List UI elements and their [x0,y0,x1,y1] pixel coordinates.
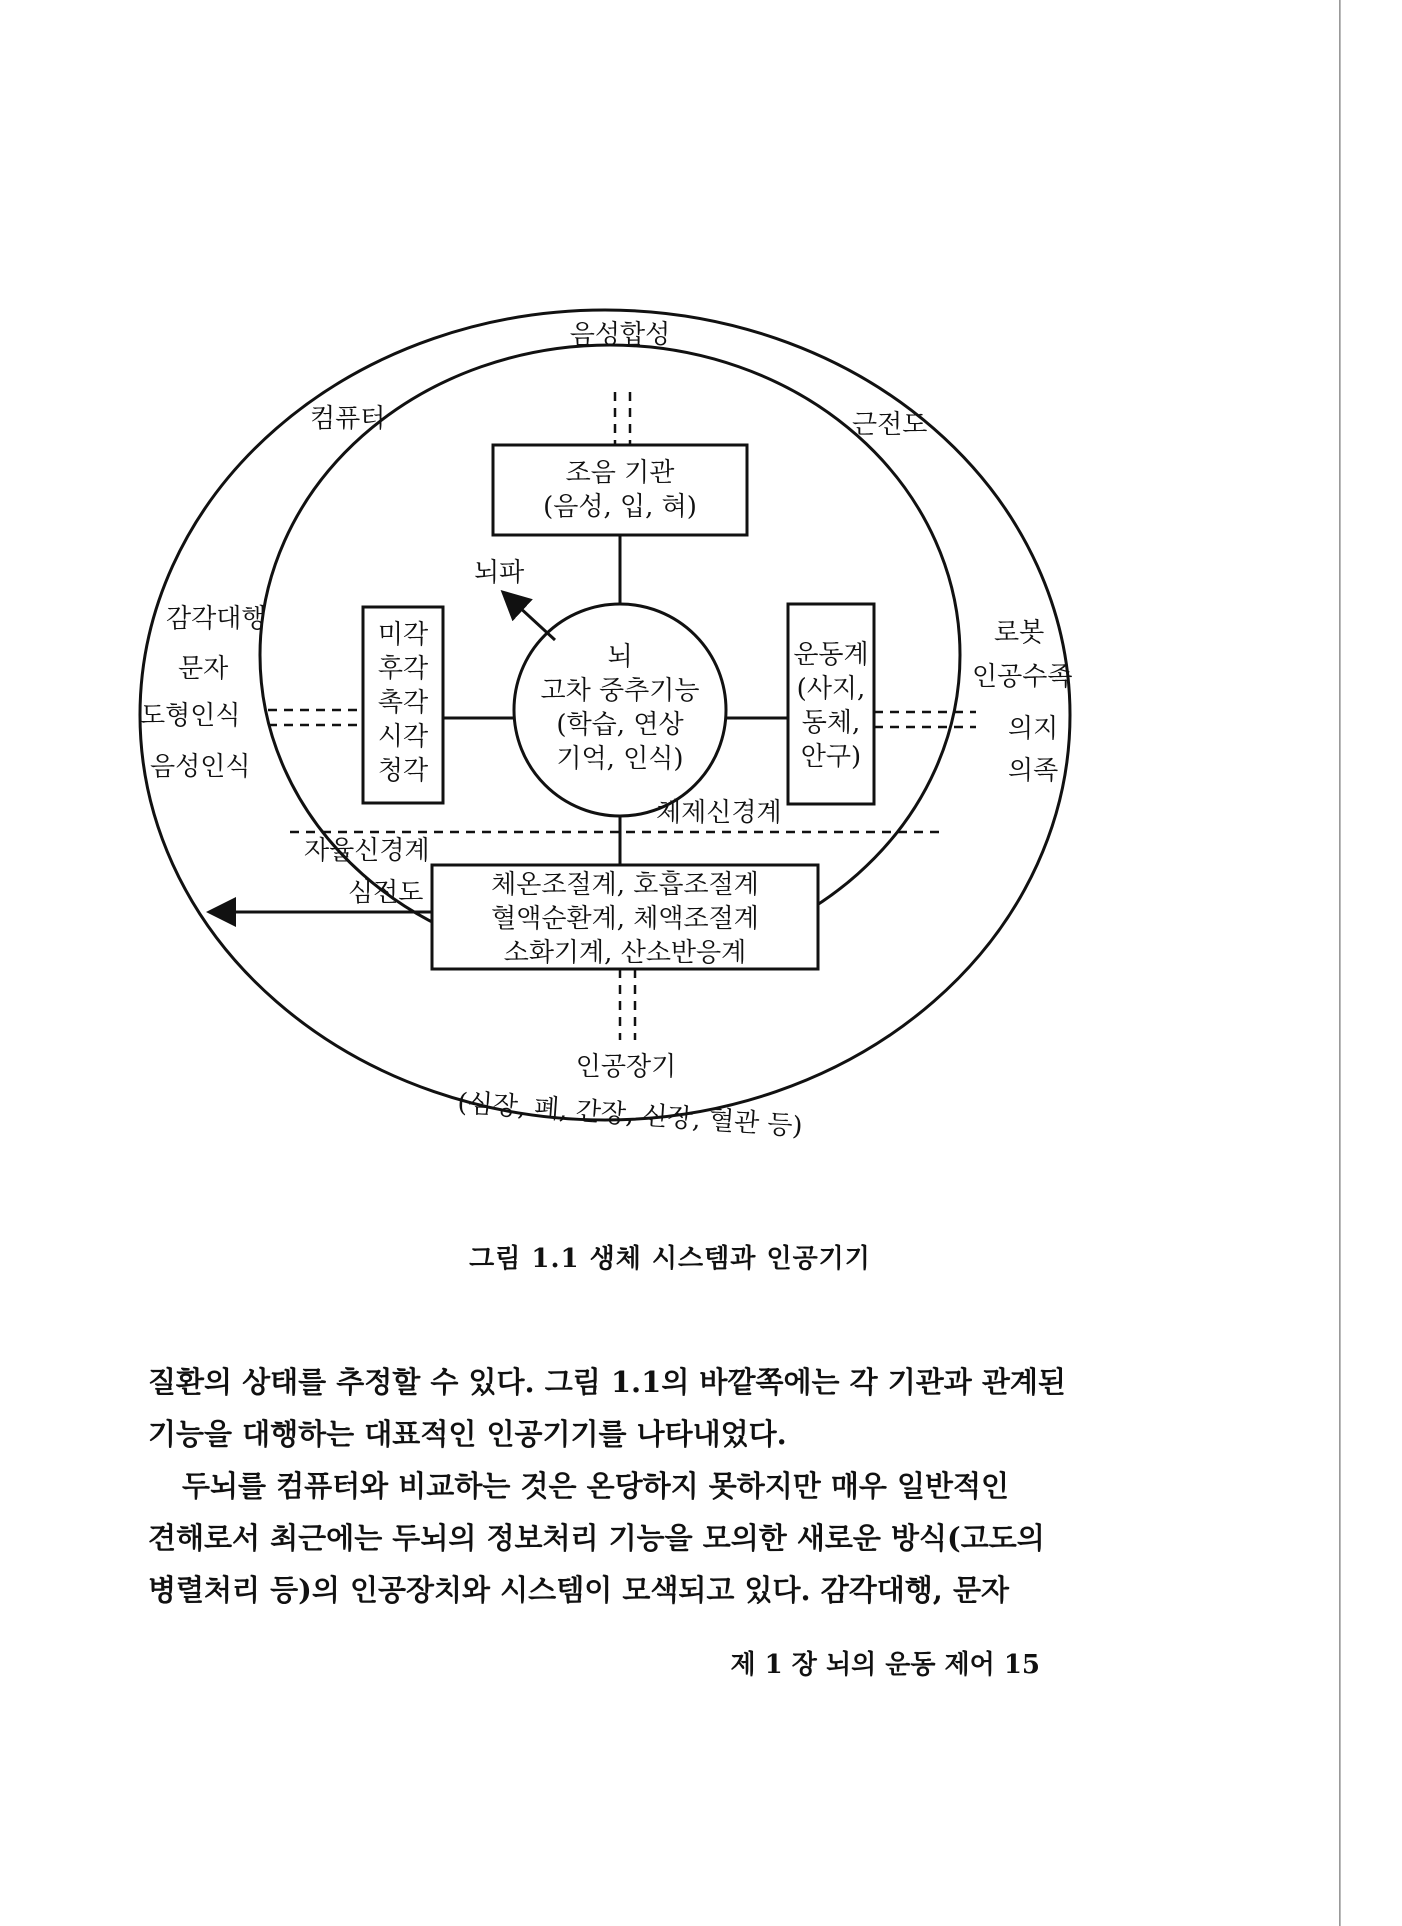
body-text [148,1356,1088,1616]
label-artificial-organs-list: (심장, 폐, 간장, 신장, 혈관 등) [456,1087,804,1143]
label-artificial-organs: 인공장기 [575,1052,677,1082]
body-line: 병렬처리 등)의 인공장치와 시스템이 모색되고 있다. 감각대행, 문자 [148,1573,1009,1607]
label-ecg: 심전도 [348,878,424,908]
label-emg: 근전도 [852,410,928,440]
body-line: 두뇌를 컴퓨터와 비교하는 것은 온당하지 못하지만 매우 일반적인 [182,1469,1010,1503]
label-prosthetic-foot: 의족 [1008,756,1059,786]
label-shape-recognition: 도형인식 [140,701,241,731]
autonomic-box-text: 체온조절계, 호흡조절계 혈액순환계, 체액조절계 소화기계, 산소반응계 [491,870,759,968]
label-autonomic-nervous: 자율신경계 [304,836,430,866]
label-somatic-nervous: 체제신경계 [656,798,782,828]
body-line: 기능을 대행하는 대표적인 인공기기를 나타내었다. [148,1417,787,1451]
body-line: 질환의 상태를 추정할 수 있다. 그림 1.1의 바깥쪽에는 각 기관과 관계된 [148,1365,1066,1399]
body-line: 견해로서 최근에는 두뇌의 정보처리 기능을 모의한 새로운 방식(고도의 [148,1521,1045,1555]
brain-circle-text: 뇌 고차 중추기능 (학습, 연상 기억, 인식) [540,642,700,774]
brainwave-arrow [505,594,555,640]
label-brainwave: 뇌파 [474,558,525,588]
label-sensory-substitution: 감각대행 [166,604,267,634]
senses-box-text: 미각 후각 촉각 시각 청각 [377,620,429,786]
label-computer: 컴퓨터 [310,404,386,434]
label-artificial-hand: 인공수족 [972,662,1073,692]
articulation-box-text: 조음 기관 (음성, 입, 혀) [543,458,697,522]
label-prosthetic-limb: 의지 [1008,714,1059,744]
label-speech-synthesis: 음성합성 [569,320,671,350]
label-text: 문자 [178,654,229,684]
label-speech-recognition: 음성인식 [150,752,251,782]
figure-caption: 그림 1.1 생체 시스템과 인공기기 [469,1244,871,1274]
motor-box-text: 운동계 (사지, 동체, 안구) [793,640,869,772]
page-footer: 제 1 장 뇌의 운동 제어 15 [730,1650,1040,1680]
label-robot: 로봇 [994,618,1045,648]
